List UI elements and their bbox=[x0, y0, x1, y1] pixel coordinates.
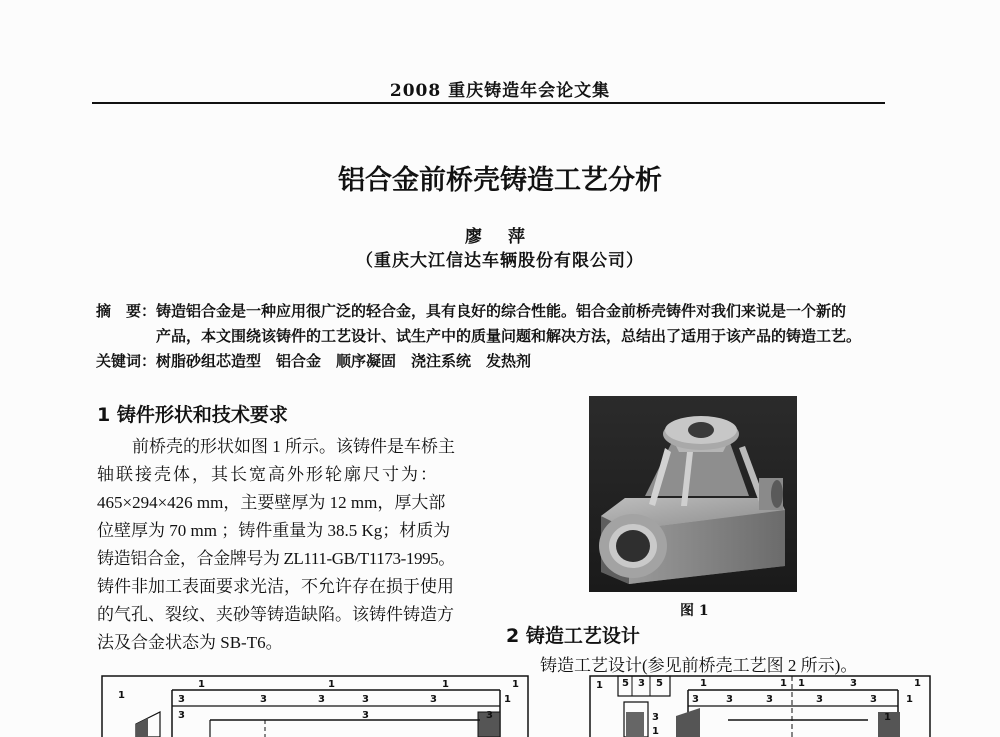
figure-1-caption: 图 1 bbox=[680, 603, 709, 619]
drawing-label: 5 bbox=[656, 678, 663, 689]
drawing-label: 3 bbox=[178, 710, 185, 721]
running-head: 2008 重庆铸造年会论文集 bbox=[389, 81, 611, 101]
drawing-label: 3 bbox=[430, 694, 437, 705]
drawing-label: 3 bbox=[260, 694, 267, 705]
keywords-text: 树脂砂组芯造型 铝合金 顺序凝固 浇注系统 发热剂 bbox=[156, 352, 532, 370]
section-1-line: 的气孔、裂纹、夹砂等铸造缺陷。该铸件铸造方 bbox=[97, 605, 454, 624]
section-1-line: 铸件非加工表面要求光洁，不允许存在损于使用 bbox=[97, 577, 454, 596]
drawing-label: 3 bbox=[318, 694, 325, 705]
abstract-text-1: 铸造铝合金是一种应用很广泛的轻合金，具有良好的综合性能。铝合金前桥壳铸件对我们来说是一个新的 bbox=[156, 302, 847, 320]
abstract-label: 摘 要： bbox=[96, 302, 157, 320]
figure-1-image bbox=[589, 396, 797, 592]
paper-title: 铝合金前桥壳铸造工艺分析 bbox=[338, 165, 662, 196]
drawing-label: 1 bbox=[118, 690, 125, 701]
section-1-heading: 1 铸件形状和技术要求 bbox=[97, 404, 288, 426]
drawing-label: 3 bbox=[766, 694, 773, 705]
drawing-label: 1 bbox=[596, 680, 603, 691]
drawing-label: 3 bbox=[692, 694, 699, 705]
keywords-line bbox=[96, 350, 531, 371]
section-2-line: 铸造工艺设计(参见前桥壳工艺图 2 所示)。 bbox=[540, 656, 858, 675]
drawing-label: 1 bbox=[914, 678, 921, 689]
drawing-label: 1 bbox=[504, 694, 511, 705]
drawing-label: 5 bbox=[622, 678, 629, 689]
drawing-label: 3 bbox=[726, 694, 733, 705]
header-rule bbox=[92, 102, 885, 104]
section-1-line: 位壁厚为 70 mm ；铸件重量为 38.5 Kg；材质为 bbox=[97, 521, 451, 540]
drawing-label: 1 bbox=[798, 678, 805, 689]
figure-2-drawing-left bbox=[100, 672, 530, 737]
section-1-line: 前桥壳的形状如图 1 所示。该铸件是车桥主 bbox=[132, 437, 455, 456]
drawing-label: 1 bbox=[198, 679, 205, 690]
drawing-label: 1 bbox=[442, 679, 449, 690]
drawing-label: 1 bbox=[652, 726, 659, 737]
drawing-label: 3 bbox=[870, 694, 877, 705]
section-1-line: 铸造铝合金，合金牌号为 ZL111-GB/T1173-1995。 bbox=[97, 549, 455, 568]
drawing-label: 3 bbox=[362, 710, 369, 721]
drawing-label: 3 bbox=[850, 678, 857, 689]
section-1-line: 轴联接壳体，其长宽高外形轮廓尺寸为： bbox=[97, 465, 439, 484]
drawing-label: 3 bbox=[816, 694, 823, 705]
abstract-line-1 bbox=[96, 300, 846, 321]
author: 廖 萍 bbox=[465, 227, 535, 247]
drawing-label: 1 bbox=[884, 712, 891, 723]
drawing-label: 1 bbox=[700, 678, 707, 689]
drawing-label: 1 bbox=[906, 694, 913, 705]
section-2-heading: 2 铸造工艺设计 bbox=[506, 625, 640, 647]
drawing-label: 3 bbox=[486, 710, 493, 721]
section-1-line: 法及合金状态为 SB-T6。 bbox=[97, 633, 283, 652]
drawing-label: 1 bbox=[512, 679, 519, 690]
drawing-label: 3 bbox=[652, 712, 659, 723]
keywords-label: 关键词： bbox=[96, 352, 157, 370]
affiliation: （重庆大江信达车辆股份有限公司） bbox=[356, 251, 644, 271]
drawing-label: 3 bbox=[178, 694, 185, 705]
drawing-label: 1 bbox=[780, 678, 787, 689]
abstract-line-2: 产品，本文围绕该铸件的工艺设计、试生产中的质量问题和解决方法，总结出了适用于该产品的铸造工艺。 bbox=[156, 327, 862, 345]
drawing-label: 1 bbox=[328, 679, 335, 690]
section-1-line: 465×294×426 mm，主要壁厚为 12 mm，厚大部 bbox=[97, 493, 446, 512]
drawing-label: 3 bbox=[362, 694, 369, 705]
figure-2-drawing-right bbox=[588, 672, 932, 737]
drawing-label: 3 bbox=[638, 678, 645, 689]
